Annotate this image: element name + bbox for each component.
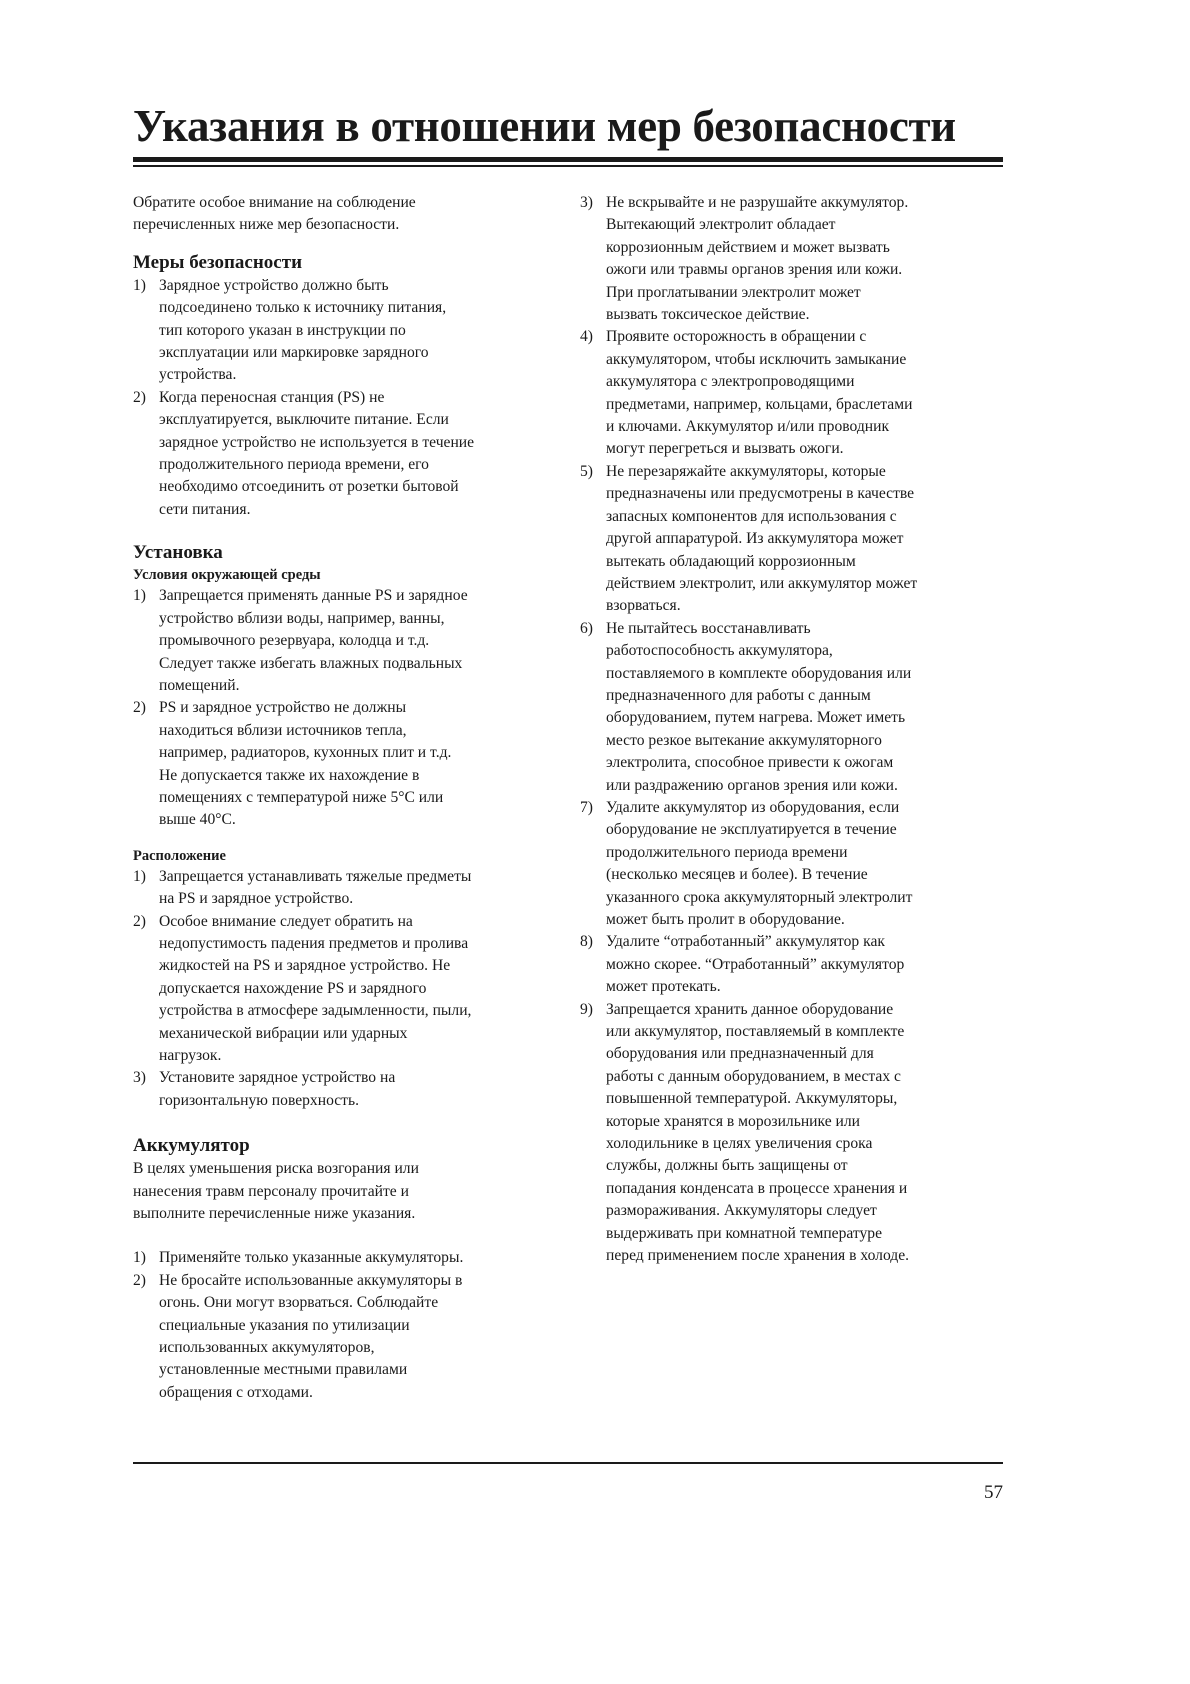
item-text: Не бросайте использованные аккумуляторы в огонь. Они могут взорваться. Соблюдайте специальные указания по утилизации использованных аккумуляторов, установленные местными правилами обращения с отходами. <box>159 1271 463 1401</box>
item-number: 2) <box>133 912 146 930</box>
subsection-heading-environment: Условия окружающей среды <box>133 567 321 584</box>
item-number: 2) <box>133 699 146 717</box>
right-column <box>580 192 1005 1268</box>
installation-section <box>133 541 558 1112</box>
item-text: Запрещается устанавливать тяжелые предметы на PS и зарядное устройство. <box>159 867 472 908</box>
battery-intro: В целях уменьшения риска возгорания или нанесения травм персоналу прочитайте и выполните перечисленные ниже указания. <box>133 1160 419 1223</box>
page-number: 57 <box>984 1482 1003 1503</box>
list-item <box>133 866 558 911</box>
item-text: Проявите осторожность в обращении с аккумулятором, чтобы исключить замыкание аккумулятора с электропроводящими предметами, например, кольцами, браслетами и ключами. Аккумулятор и/или проводник могут перегреться и вызвать ожоги. <box>606 328 913 458</box>
title-rule-thick <box>133 157 1003 162</box>
section-heading-battery: Аккумулятор <box>133 1135 250 1157</box>
item-number: 5) <box>580 462 593 480</box>
battery-list-part-1 <box>133 1247 558 1404</box>
item-text: Установите зарядное устройство на горизонтальную поверхность. <box>159 1069 396 1109</box>
item-number: 6) <box>580 619 593 637</box>
list-item <box>580 999 1005 1268</box>
item-text: Удалите “отработанный” аккумулятор как можно скорее. “Отработанный” аккумулятор может протекать. <box>606 933 905 996</box>
battery-section <box>133 1134 558 1404</box>
footer-rule <box>133 1462 1003 1464</box>
list-item <box>133 275 558 387</box>
subsection-heading-location: Расположение <box>133 847 226 864</box>
safety-list <box>133 275 558 521</box>
item-number: 3) <box>580 194 593 211</box>
item-number: 2) <box>133 1271 146 1289</box>
battery-list-part-2 <box>580 192 1005 1268</box>
item-text: Зарядное устройство должно быть подсоединено только к источнику питания, тип которого указан в инструкции по эксплуатации или маркировке зарядного устройства. <box>159 276 447 384</box>
item-text: Не перезаряжайте аккумуляторы, которые предназначены или предусмотрены в качестве запасных компонентов для использования с другой аппаратурой. Из аккумулятора может вытекать обладающий коррозионным действием электролит, или аккумулятор может взорваться. <box>606 462 918 615</box>
environment-list <box>133 585 558 831</box>
item-number: 1) <box>133 276 146 294</box>
left-column <box>133 192 558 1404</box>
item-text: Запрещается применять данные PS и зарядное устройство вблизи воды, например, ванны, промывочного резервуара, колодца и т.д. Следует также избегать влажных подвальных помещений. <box>159 587 468 694</box>
item-text: Не пытайтесь восстанавливать работоспособность аккумулятора, поставляемого в комплекте оборудования или предназначенного для работы с данным оборудованием, путем нагрева. Может иметь место резкое вытекание аккумуляторного электролита, способное привести к ожогам или раздражению органов зрения или кожи. <box>606 619 912 794</box>
item-text: Не вскрывайте и не разрушайте аккумулятор. Вытекающий электролит обладает коррозионным действием и может вызвать ожоги или травмы органов зрения или кожи. При проглатывании электролит может вызвать токсическое действие. <box>606 194 909 324</box>
item-text: Когда переносная станция (PS) не эксплуатируется, выключите питание. Если зарядное устройство не используется в течение продолжительного периода времени, его необходимо отсоединить от розетки бытовой сети питания. <box>159 388 475 518</box>
list-item <box>133 387 558 521</box>
list-item <box>580 192 1005 326</box>
list-item <box>133 1067 558 1112</box>
item-text: PS и зарядное устройство не должны находиться вблизи источников тепла, например, радиаторов, кухонных плит и т.д. Не допускается также их нахождение в помещениях с температурой ниже 5°C или выше 40°C. <box>159 699 452 829</box>
safety-section <box>133 251 558 521</box>
list-item <box>133 911 558 1068</box>
list-item <box>580 326 1005 460</box>
title-rule-thin <box>133 165 1003 167</box>
item-number: 9) <box>580 1000 593 1018</box>
list-item <box>580 461 1005 618</box>
item-number: 8) <box>580 933 593 951</box>
list-item <box>133 585 558 697</box>
list-item <box>133 1270 558 1404</box>
item-number: 1) <box>133 1249 146 1267</box>
list-item <box>133 1247 558 1269</box>
location-list <box>133 866 558 1112</box>
section-heading-safety: Меры безопасности <box>133 251 303 273</box>
list-item <box>580 618 1005 797</box>
intro-paragraph: Обратите особое внимание на соблюдение перечисленных ниже мер безопасности. <box>133 194 416 234</box>
item-number: 3) <box>133 1069 146 1087</box>
item-number: 4) <box>580 328 593 346</box>
item-number: 7) <box>580 798 593 816</box>
item-text: Удалите аккумулятор из оборудования, если оборудование не эксплуатируется в течение продолжительного периода времени (несколько месяцев и более). В течение указанного срока аккумуляторный электролит может быть пролит в оборудование. <box>606 798 913 928</box>
item-number: 2) <box>133 388 146 406</box>
item-number: 1) <box>133 867 146 885</box>
list-item <box>580 797 1005 931</box>
list-item <box>133 697 558 831</box>
item-text: Особое внимание следует обратить на недопустимость падения предметов и пролива жидкостей на PS и зарядное устройство. Не допускается нахождение PS и зарядного устройства в атмосфере задымленности, пыли, механической вибрации или ударных нагрузок. <box>159 912 472 1064</box>
page-title: Указания в отношении мер безопасности <box>133 101 956 151</box>
list-item <box>580 931 1005 998</box>
section-heading-installation: Установка <box>133 542 223 564</box>
item-number: 1) <box>133 587 146 605</box>
item-text: Запрещается хранить данное оборудование или аккумулятор, поставляемый в комплекте оборудования или предназначенный для работы с данным оборудованием, в местах с повышенной температурой. Аккумуляторы, которые хранятся в морозильнике или холодильнике в целях увеличения срока службы, должны быть защищены от попадания конденсата в процессе хранения и размораживания. Аккумуляторы следует выдерживать при комнатной температуре перед применением после хранения в холоде. <box>606 1000 910 1265</box>
item-text: Применяйте только указанные аккумуляторы. <box>159 1249 464 1267</box>
